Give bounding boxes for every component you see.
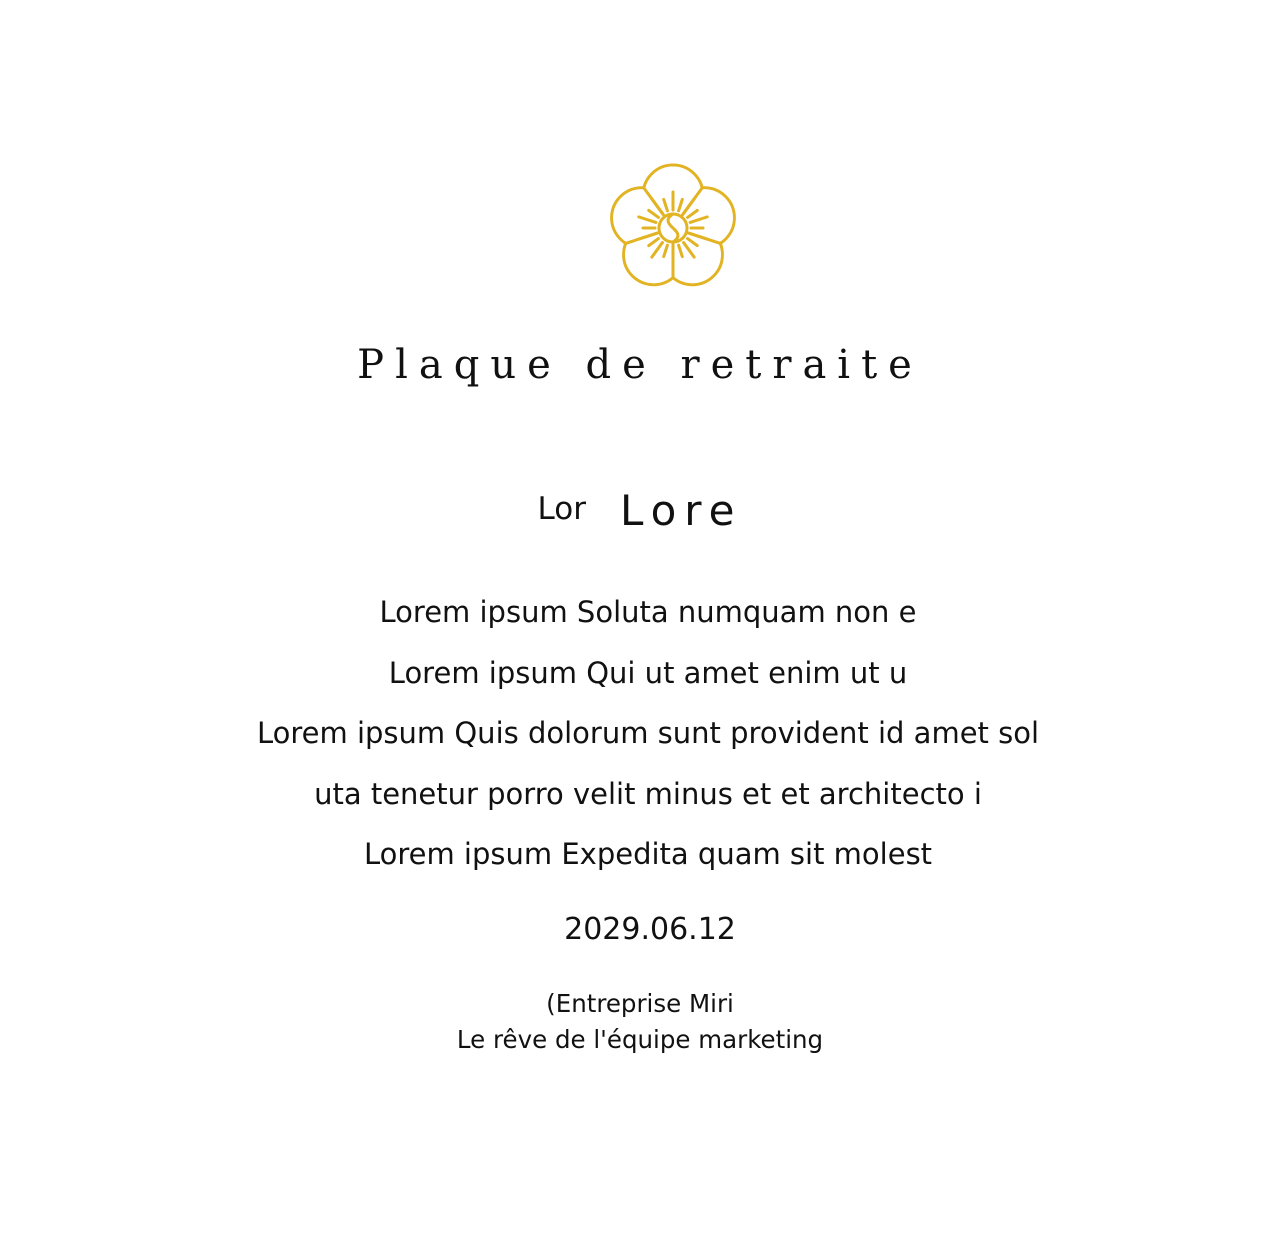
footer-team: Le rêve de l'équipe marketing bbox=[456, 1025, 824, 1054]
body-line: Lorem ipsum Quis dolorum sunt provident id amet sol bbox=[256, 716, 1040, 750]
plaque-footer bbox=[0, 986, 1280, 1058]
recipient-name bbox=[0, 486, 1280, 535]
body-line: uta tenetur porro velit minus et et architecto i bbox=[314, 776, 982, 811]
body-line: Lorem ipsum Expedita quam sit molest bbox=[363, 837, 933, 871]
plaque-title: Plaque de retraite bbox=[357, 342, 923, 388]
plaque-body bbox=[8, 582, 1280, 885]
body-line: Lorem ipsum Qui ut amet enim ut u bbox=[388, 655, 908, 690]
footer-company: (Entreprise Miri bbox=[546, 989, 734, 1018]
plum-blossom-icon bbox=[603, 158, 743, 298]
plaque-date: 2029.06.12 bbox=[564, 912, 736, 947]
recipient-main-name: Lore bbox=[619, 486, 743, 535]
recipient-prefix: Lor bbox=[537, 491, 586, 527]
body-line: Lorem ipsum Soluta numquam non e bbox=[379, 595, 917, 629]
